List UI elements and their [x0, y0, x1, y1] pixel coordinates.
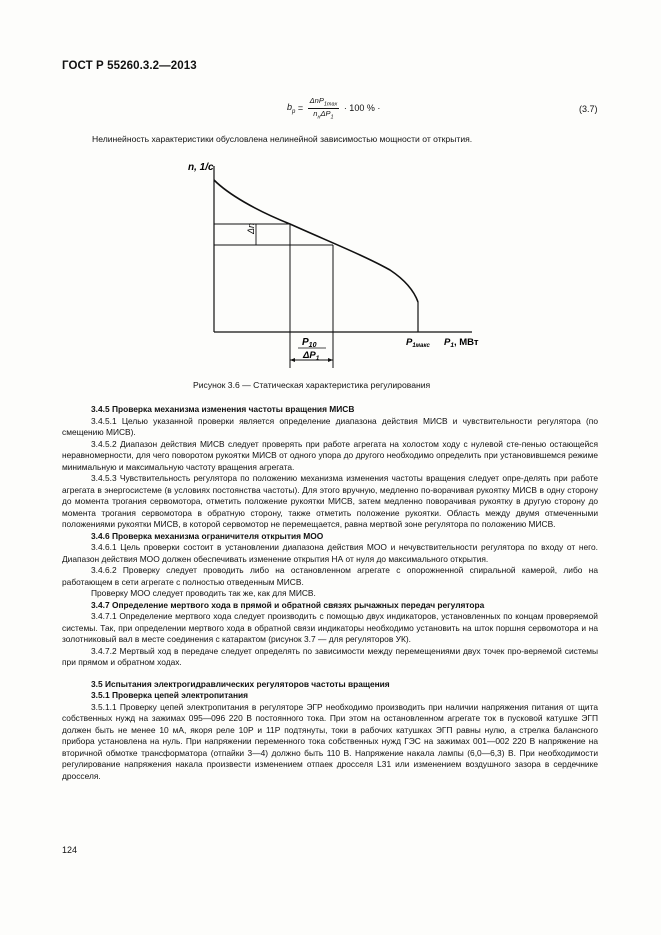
- document-header: ГОСТ Р 55260.3.2—2013: [62, 60, 197, 72]
- section-heading-3-5-1: 3.5.1 Проверка цепей электропитания: [91, 690, 249, 700]
- equation-number: (3.7): [579, 104, 598, 114]
- body-text: [62, 404, 598, 782]
- paragraph: 3.5.1.1 Проверку цепей электропитания в регуляторе ЭГР необходимо производить при наличии напряжения питания от щита собственных нужд на зажимах 095—096 220 В постоянного тока. При этом на остановленном агрегате ток в пусковой катушке ЭГП должен быть не менее 10 мА, якоря реле 10Р и 11Р подтянуты, токи в рабочих катушках ЭГП равны нулю, а стрелка балансного прибора установлена на нуль. При напряжении переменного тока собственных нужд ГЭС на зажимах 001—002 220 В напряжение на вторичной обмотке трансформатора (отпайки 3—4) должно быть 110 В. Напряжение накала лампы (6,0—6,3) В. При необходимости регулирование напряжения накала произвести изменением отпаек дросселя L31 или изменением воздушного зазора в сердечнике дросселя.: [62, 701, 598, 781]
- paragraph: 3.4.7.2 Мертвый ход в передаче следует определять по зависимости между перемещениями двух точек про-веряемой системы при прямом и обратном ходах.: [62, 645, 598, 667]
- characteristic-diagram: [180, 152, 480, 382]
- formula-numerator: ΔnP$_{1max}$: [309, 96, 338, 108]
- characteristic-curve: [214, 180, 418, 302]
- paragraph: 3.4.6.1 Цель проверки состоит в установлении диапазона действия МОО и нечувствительности регулятора по входу от него. Диапазон действия МОО должен обеспечивать изменение открытия НА от нуля до максимального открытия.: [62, 542, 598, 564]
- paragraph: 3.4.7.1 Определение мертвого хода следует производить с помощью двух индикаторов, установленных по концам проверяемой системы. Так, при определении мертвого хода в обратной связи индикаторы необходимо установить на шток поршня сервомотора и на золотниковый вал в месте соединения с катарактом (рисунок 3.7 — для регуляторов УК).: [62, 611, 598, 644]
- paragraph: 3.4.5.2 Диапазон действия МИСВ следует проверять при работе агрегата на холостом ходу с нулевой сте-пенью остающейся неравномерности, для чего поворотом рукоятки МИСВ от одного упора до другого необходимо определить при установившемся режиме минимальную и максимальную частоту вращения агрегата.: [62, 438, 598, 472]
- figure-caption: Рисунок 3.6 — Статическая характеристика регулирования: [193, 380, 431, 390]
- section-heading-3-5: 3.5 Испытания электрогидравлических регуляторов частоты вращения: [91, 678, 390, 689]
- paragraph: Проверку МОО следует проводить так же, как для МИСВ.: [91, 588, 316, 598]
- delta-n-label: Δn: [246, 222, 256, 234]
- x-axis-label: $P_1$, МВт: [444, 337, 479, 349]
- figure-static-characteristic: [180, 152, 480, 382]
- formula-denominator: $n_н\Delta P_1$: [313, 108, 334, 120]
- delta-p-label: $\Delta P_1$: [303, 350, 320, 362]
- intro-paragraph: Нелинейность характеристики обусловлена нелинейной зависимостью мощности от открытия.: [92, 134, 473, 144]
- section-heading-3-4-5: 3.4.5 Проверка механизма изменения частоты вращения МИСВ: [91, 404, 355, 414]
- formula-rest: · 100 % ·: [343, 103, 381, 113]
- section-heading-3-4-6: 3.4.6 Проверка механизма ограничителя открытия МОО: [91, 530, 324, 541]
- page-number: 124: [62, 845, 78, 855]
- y-axis-label: n, 1/с: [188, 162, 214, 173]
- section-heading-3-4-7: 3.4.7 Определение мертвого хода в прямой и обратной связях рычажных передач регулятора: [91, 599, 485, 610]
- paragraph: 3.4.5.3 Чувствительность регулятора по положению механизма изменения частоты вращения следует опре-делять при работе агрегата в энергосистеме (в условиях постоянства частоты). Для этого вручную, медленно по-ворачивая рукоятку МИСВ в одну сторону до момента трогания сервомотора, отметить положение рукоятки МИСВ, затем медленно поворачивая рукоятку в другую сторону до момента трогания сервомотора в обратную сторону, также отметить положение рукоятки. Область между двумя отмеченными положениями рукоятки МИСВ, в которой сервомотор не перемещается, равна мертвой зоне регулятора по положению МИСВ.: [62, 473, 598, 529]
- formula-fraction: [308, 96, 340, 120]
- paragraph: 3.4.5.1 Целью указанной проверки является определение диапазона действия МИСВ и чувствительности регулятора (по смещению МИСВ).: [62, 415, 598, 437]
- p1max-label: $P_{1макс}$: [406, 337, 430, 349]
- formula-lhs: $b_р$: [287, 102, 296, 116]
- formula-3-7: $b_р$ = $\frac{\Delta nP_{1max}}{n_н\Delta P_1}$ · 100 % ·: [287, 96, 381, 120]
- p10-label: $P_{10}$: [302, 337, 317, 349]
- paragraph: 3.4.6.2 Проверку следует проводить либо на остановленном агрегате с опорожненной спиральной камерой, либо на работающем в сети агрегате с полностью отведенным МИСВ.: [62, 565, 598, 587]
